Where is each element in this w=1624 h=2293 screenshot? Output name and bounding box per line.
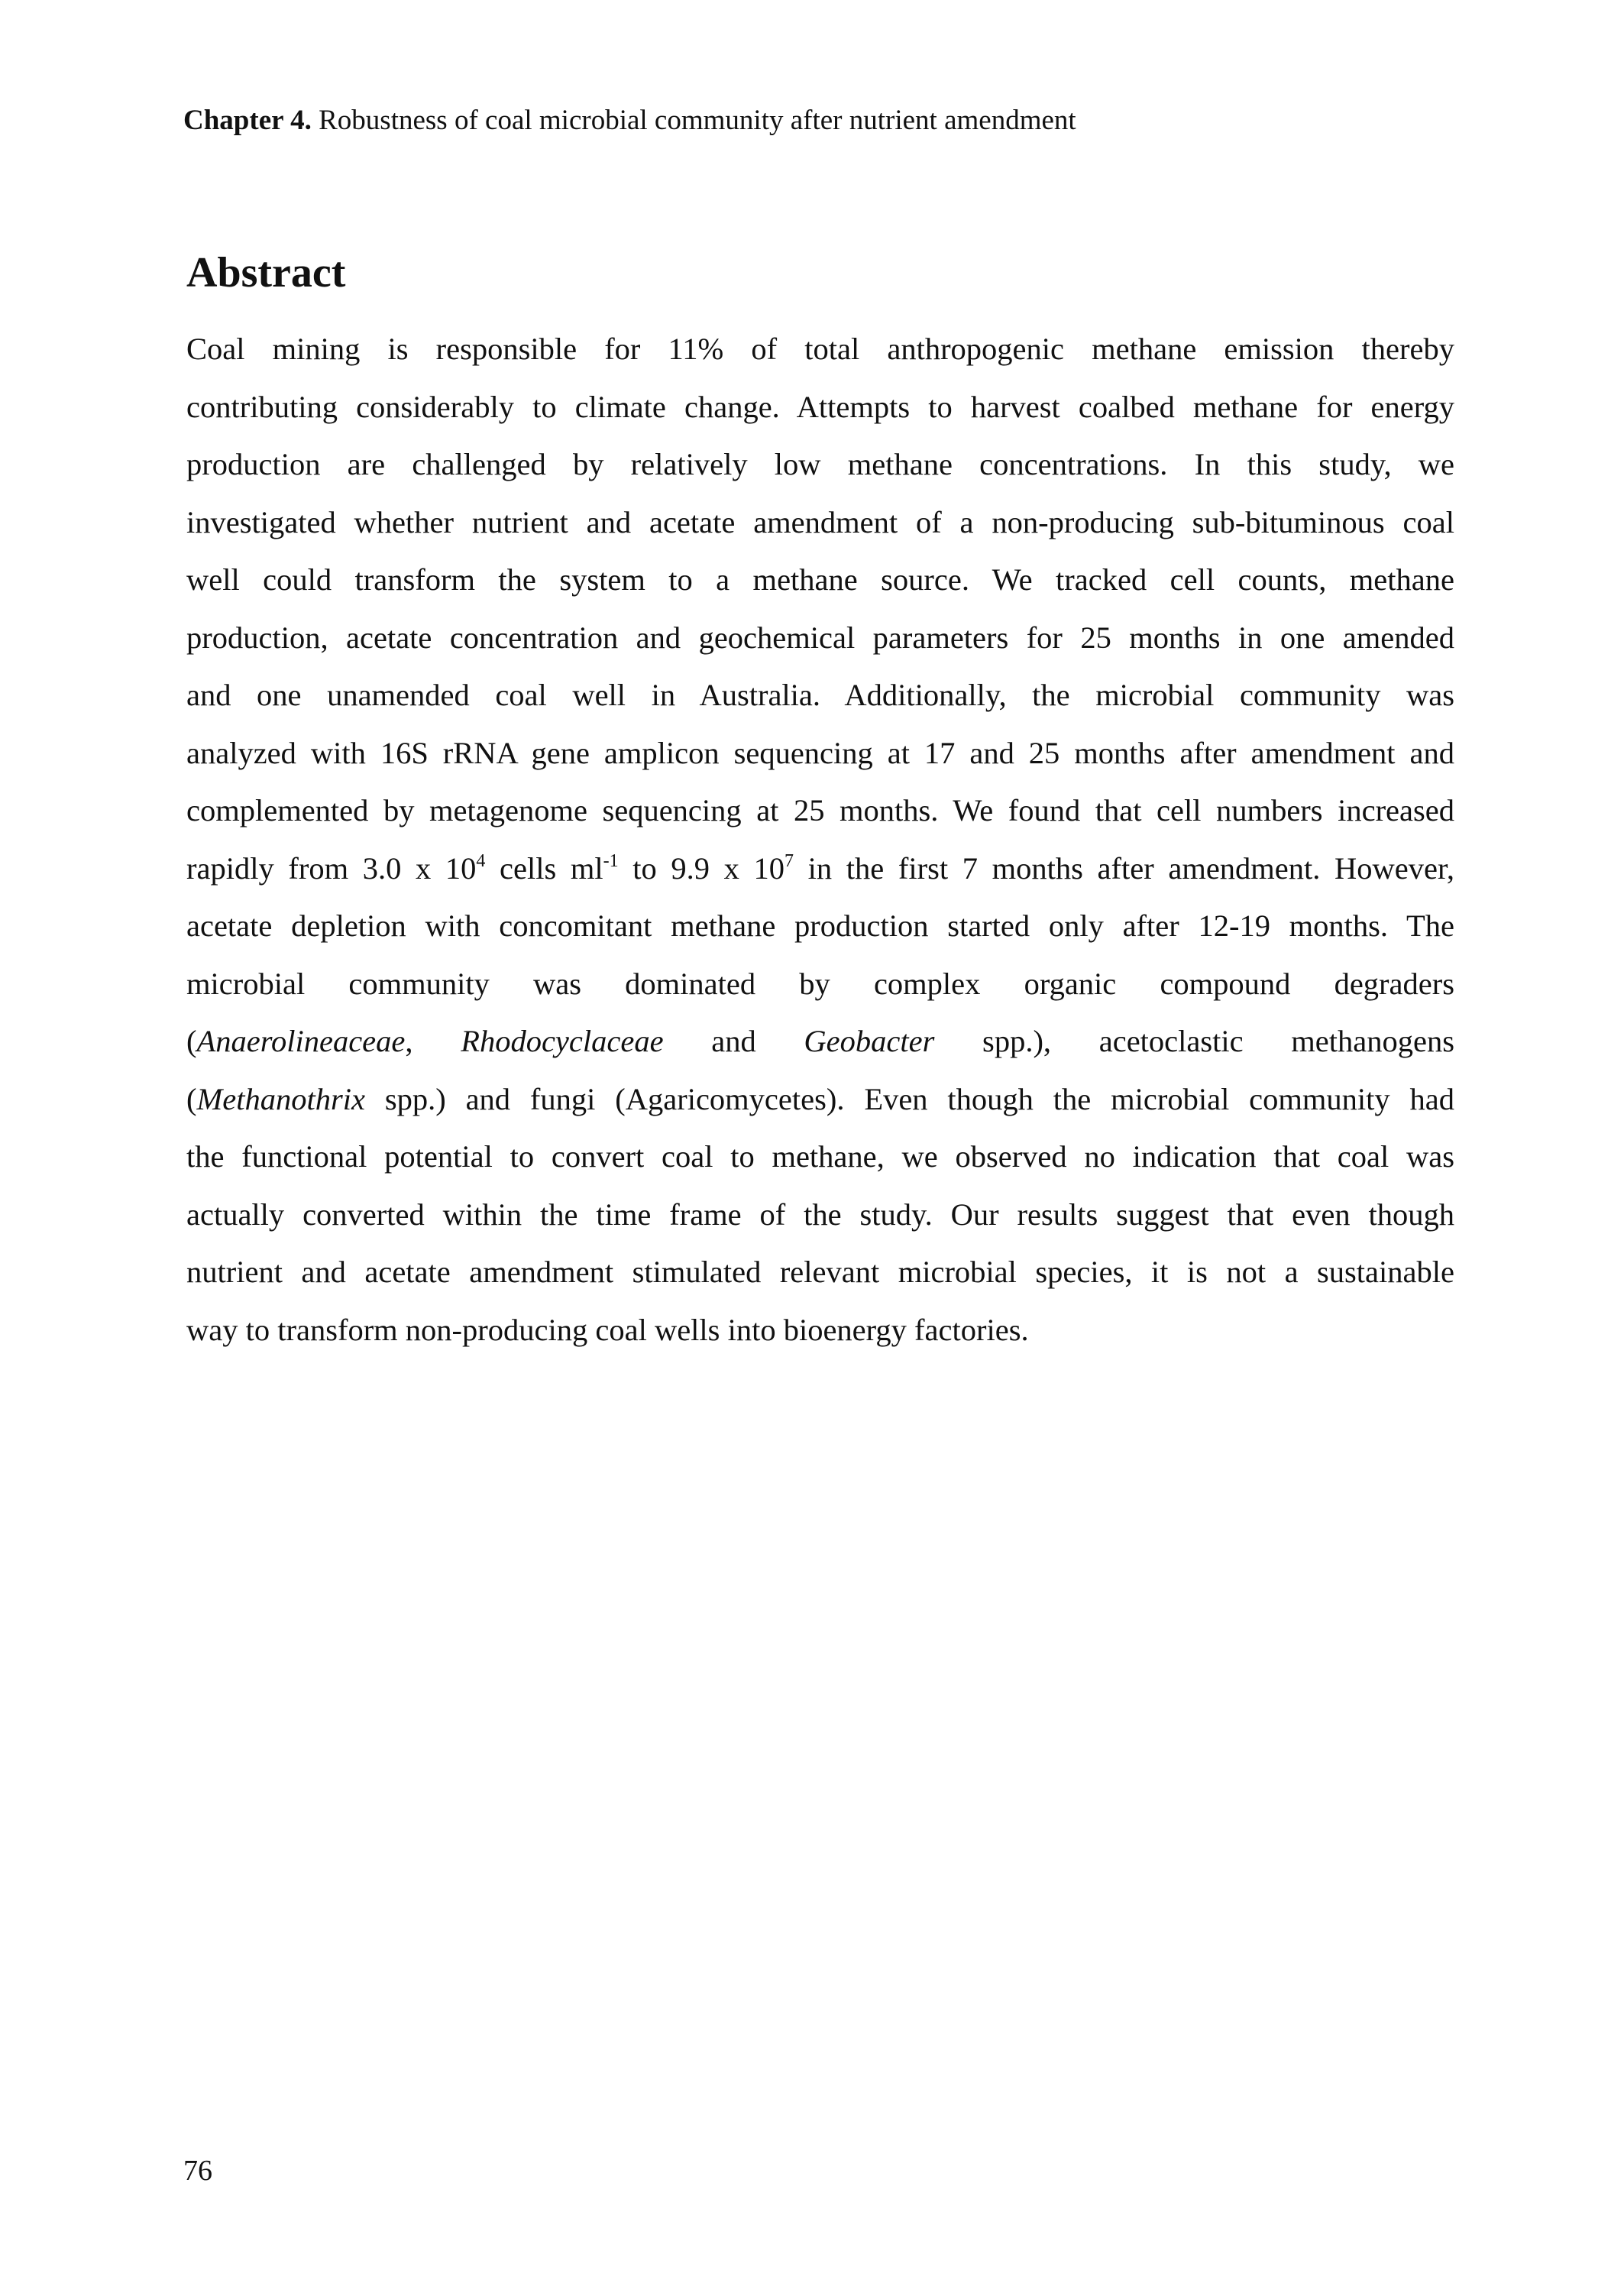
cell-count-text: in the first 7 months after amendment. However, — [794, 850, 1454, 886]
paren: ( — [186, 1024, 197, 1058]
abstract-line: actually converted within the time frame of the study. Our results suggest that even though — [186, 1197, 1454, 1232]
exponent: -1 — [603, 850, 619, 871]
abstract-line: and one unamended coal well in Australia. Additionally, the microbial community was — [186, 678, 1454, 712]
taxon-name: Anaerolineaceae — [196, 1024, 406, 1058]
abstract-line: investigated whether nutrient and acetate amendment of a non-producing sub-bituminous coal — [186, 504, 1454, 539]
section-heading-abstract: Abstract — [186, 249, 346, 296]
cell-count-text: to 9.9 x 10 — [618, 850, 785, 886]
abstract-line-taxa — [186, 1012, 1454, 1070]
abstract-line: Coal mining is responsible for 11% of total anthropogenic methane emission thereby — [186, 332, 1454, 366]
conjunction: and — [663, 1024, 804, 1058]
page-number: 76 — [183, 2155, 212, 2187]
taxon-name: Rhodocyclaceae — [461, 1024, 664, 1058]
abstract-line: production are challenged by relatively low methane concentrations. In this study, we — [186, 447, 1454, 481]
running-header — [183, 104, 1076, 138]
abstract-line-methanogen — [186, 1070, 1454, 1129]
taxon-name: Geobacter — [804, 1024, 935, 1058]
abstract-body — [186, 320, 1454, 1359]
abstract-line: production, acetate concentration and geochemical parameters for 25 months in one amended — [186, 620, 1454, 655]
abstract-line: analyzed with 16S rRNA gene amplicon sequencing at 17 and 25 months after amendment and — [186, 735, 1454, 770]
exponent: 7 — [785, 850, 794, 871]
cell-unit-text: cells ml — [485, 850, 603, 886]
abstract-line: way to transform non-producing coal wells into bioenergy factories. — [186, 1312, 1029, 1347]
paren: ( — [186, 1081, 197, 1116]
abstract-line: the functional potential to convert coal to methane, we observed no indication that coal was — [186, 1139, 1454, 1174]
chapter-label: Chapter 4. — [183, 105, 312, 136]
text-run: spp.), acetoclastic methanogens — [934, 1024, 1454, 1058]
abstract-line: complemented by metagenome sequencing at 25 months. We found that cell numbers increased — [186, 793, 1454, 827]
cell-count-text: rapidly from 3.0 x 10 — [186, 850, 477, 886]
separator: , — [405, 1024, 461, 1058]
abstract-line: microbial community was dominated by complex organic compound degraders — [186, 966, 1454, 1001]
chapter-title: Robustness of coal microbial community after nutrient amendment — [319, 105, 1076, 136]
abstract-line-cell-counts — [186, 840, 1454, 898]
exponent: 4 — [476, 850, 486, 871]
abstract-line: contributing considerably to climate change. Attempts to harvest coalbed methane for energy — [186, 389, 1454, 424]
abstract-line: nutrient and acetate amendment stimulated relevant microbial species, it is not a sustainable — [186, 1255, 1454, 1289]
abstract-line: acetate depletion with concomitant methane production started only after 12-19 months. The — [186, 908, 1454, 943]
abstract-line: well could transform the system to a methane source. We tracked cell counts, methane — [186, 562, 1454, 597]
taxon-name: Methanothrix — [196, 1081, 365, 1116]
text-run: spp.) and fungi (Agaricomycetes). Even though the microbial community had — [364, 1081, 1454, 1116]
